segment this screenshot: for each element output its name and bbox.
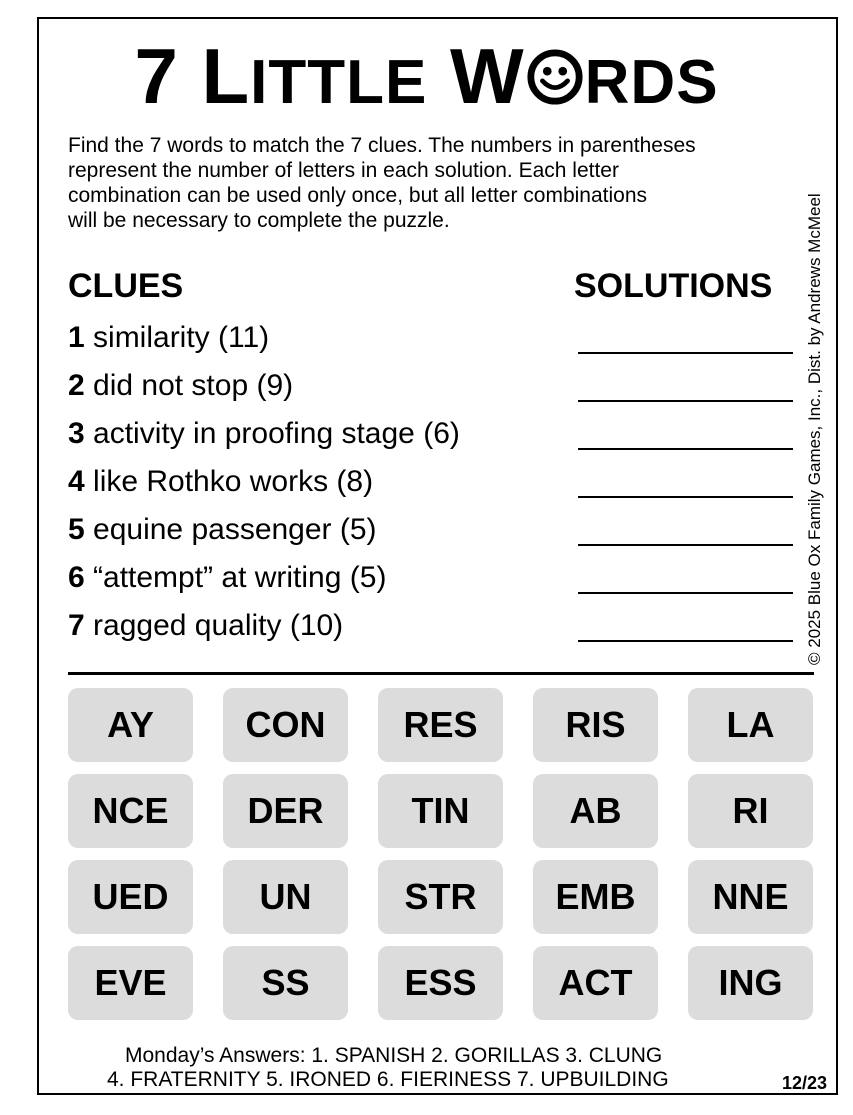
clue-number: 6	[68, 561, 85, 594]
letter-tile[interactable]: RIS	[533, 688, 658, 762]
letter-tile[interactable]: NNE	[688, 860, 813, 934]
instructions-line: represent the number of letters in each solution. Each letter	[68, 159, 619, 182]
clue-2	[68, 370, 293, 402]
letter-tile[interactable]: TIN	[378, 774, 503, 848]
clue-number: 3	[68, 417, 85, 450]
clue-text: like Rothko works (8)	[84, 465, 374, 498]
clue-number: 1	[68, 321, 85, 354]
puzzle-date: 12/23	[782, 1073, 828, 1093]
clue-3	[68, 418, 460, 450]
solution-blank-2[interactable]	[578, 400, 793, 402]
puzzle-title	[0, 32, 853, 123]
letter-tile[interactable]: RES	[378, 688, 503, 762]
letter-tile[interactable]: ESS	[378, 946, 503, 1020]
solution-blank-1[interactable]	[578, 352, 793, 354]
clue-number: 2	[68, 369, 85, 402]
title-part-4: RDS	[584, 48, 719, 117]
instructions-line: Find the 7 words to match the 7 clues. The numbers in parentheses	[68, 134, 696, 157]
clue-number: 7	[68, 609, 85, 642]
letter-tile[interactable]: UN	[223, 860, 348, 934]
title-part-2: ITTLE	[250, 48, 428, 117]
letter-tile[interactable]: CON	[223, 688, 348, 762]
solution-blank-6[interactable]	[578, 592, 793, 594]
clue-7	[68, 610, 343, 642]
solutions-heading: SOLUTIONS	[574, 267, 773, 305]
title-part-3: W	[427, 32, 525, 120]
clue-text: did not stop (9)	[84, 369, 294, 402]
solution-blank-3[interactable]	[578, 448, 793, 450]
smiley-face-icon	[526, 48, 584, 106]
title-part-1: 7 L	[134, 32, 251, 120]
clue-text: similarity (11)	[84, 321, 270, 354]
clue-6	[68, 562, 386, 594]
solution-blank-7[interactable]	[578, 640, 793, 642]
instructions-line: combination can be used only once, but all letter combinations	[68, 184, 648, 207]
previous-answers-line-1: Monday’s Answers: 1. SPANISH 2. GORILLAS 3. CLUNG	[125, 1044, 663, 1067]
letter-tile[interactable]: AB	[533, 774, 658, 848]
clue-number: 4	[68, 465, 85, 498]
clue-text: “attempt” at writing (5)	[84, 561, 387, 594]
solution-blank-5[interactable]	[578, 544, 793, 546]
clue-5	[68, 514, 377, 546]
letter-tile[interactable]: EMB	[533, 860, 658, 934]
divider	[68, 672, 814, 675]
clue-text: ragged quality (10)	[84, 609, 344, 642]
letter-tile[interactable]: ING	[688, 946, 813, 1020]
letter-tile[interactable]: EVE	[68, 946, 193, 1020]
letter-tile[interactable]: STR	[378, 860, 503, 934]
letter-tile[interactable]: UED	[68, 860, 193, 934]
previous-answers-line-2: 4. FRATERNITY 5. IRONED 6. FIERINESS 7. UPBUILDING	[107, 1068, 669, 1091]
clue-1	[68, 322, 269, 354]
clues-heading: CLUES	[68, 267, 184, 305]
letter-tile[interactable]: RI	[688, 774, 813, 848]
instructions	[68, 133, 828, 233]
clue-4	[68, 466, 373, 498]
letter-tile[interactable]: ACT	[533, 946, 658, 1020]
letter-tile[interactable]: AY	[68, 688, 193, 762]
letter-tile[interactable]: SS	[223, 946, 348, 1020]
clue-number: 5	[68, 513, 85, 546]
solution-blank-4[interactable]	[578, 496, 793, 498]
letter-tile[interactable]: DER	[223, 774, 348, 848]
instructions-line: will be necessary to complete the puzzle.	[68, 209, 450, 232]
letter-tile[interactable]: LA	[688, 688, 813, 762]
clue-text: activity in proofing stage (6)	[84, 417, 460, 450]
letter-tile[interactable]: NCE	[68, 774, 193, 848]
copyright-notice: © 2025 Blue Ox Family Games, Inc., Dist. by Andrews McMeel	[805, 193, 824, 665]
clue-text: equine passenger (5)	[84, 513, 377, 546]
